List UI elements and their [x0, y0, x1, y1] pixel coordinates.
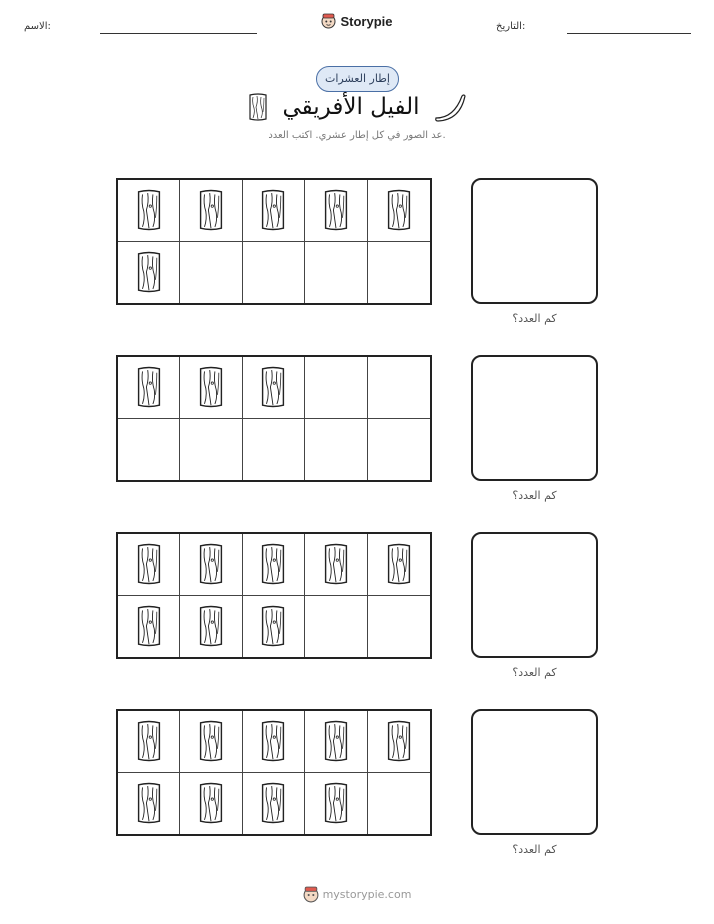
log-icon: [198, 543, 224, 585]
log-icon: [136, 543, 162, 585]
count-question: كم العدد؟: [512, 312, 557, 325]
ten-frame-cell: [180, 711, 242, 773]
log-icon: [136, 782, 162, 824]
ten-frame-cell: [180, 596, 242, 658]
log-icon: [323, 720, 349, 762]
log-icon: [136, 189, 162, 231]
ten-frame: [116, 709, 432, 836]
log-icon: [260, 366, 286, 408]
log-icon: [136, 251, 162, 293]
log-icon: [136, 720, 162, 762]
ten-frame-cell: [243, 596, 305, 658]
log-icon: [260, 543, 286, 585]
answer-box[interactable]: [471, 709, 598, 835]
ten-frame-cell: [118, 242, 180, 304]
ten-frame-cell: [243, 773, 305, 835]
answer-box[interactable]: [471, 355, 598, 481]
log-icon: [386, 189, 412, 231]
footer: [0, 886, 714, 906]
log-icon: [136, 366, 162, 408]
ten-frame: [116, 355, 432, 482]
ten-frame-cell: [243, 534, 305, 596]
log-icon: [198, 720, 224, 762]
ten-frame-cell: [118, 711, 180, 773]
count-question: كم العدد؟: [512, 666, 557, 679]
ten-frame-cell: [180, 534, 242, 596]
ten-frame-cell: [305, 711, 367, 773]
log-icon: [260, 782, 286, 824]
ten-frame-cell: [243, 180, 305, 242]
ten-frame-cell: [243, 711, 305, 773]
ten-frame-cell: [118, 596, 180, 658]
footer-url: mystorypie.com: [322, 888, 412, 901]
log-icon: [198, 782, 224, 824]
storypie-mascot-icon: [321, 13, 336, 29]
ten-frame-cell: [305, 242, 367, 304]
log-icon: [198, 366, 224, 408]
name-label: الاسم:: [24, 21, 51, 32]
ten-frame-cell: [305, 180, 367, 242]
ten-frame-cell: [118, 357, 180, 419]
instructions: عد الصور في كل إطار عشري. اكتب العدد.: [268, 130, 446, 141]
ten-frame-cell: [368, 773, 430, 835]
ten-frame-cell: [180, 357, 242, 419]
log-icon: [198, 605, 224, 647]
ten-frame-cell: [305, 534, 367, 596]
tusk-icon: [434, 92, 466, 122]
answer-box[interactable]: [471, 178, 598, 304]
title-row: [0, 92, 714, 127]
brand-name: Storypie: [340, 13, 393, 29]
log-icon: [260, 189, 286, 231]
ten-frame-cell: [180, 419, 242, 481]
ten-frame-cell: [368, 180, 430, 242]
ten-frame: [116, 532, 432, 659]
name-line[interactable]: [100, 33, 257, 34]
ten-frame-cell: [368, 419, 430, 481]
log-icon: [260, 605, 286, 647]
ten-frame-cell: [305, 419, 367, 481]
ten-frame-cell: [305, 357, 367, 419]
ten-frame-cell: [180, 180, 242, 242]
log-icon: [386, 543, 412, 585]
ten-frame-cell: [243, 419, 305, 481]
ten-frame-cell: [180, 242, 242, 304]
ten-frame-cell: [368, 711, 430, 773]
log-icon: [323, 189, 349, 231]
ten-frame-cell: [180, 773, 242, 835]
date-label: التاريخ:: [496, 21, 526, 32]
ten-frame-cell: [368, 357, 430, 419]
answer-box[interactable]: [471, 532, 598, 658]
ten-frame-cell: [305, 773, 367, 835]
date-line[interactable]: [567, 33, 691, 34]
log-icon: [198, 189, 224, 231]
ten-frame-cell: [118, 419, 180, 481]
brand-logo: [0, 13, 714, 33]
ten-frame-cell: [118, 534, 180, 596]
ten-frame-cell: [118, 180, 180, 242]
log-icon: [323, 782, 349, 824]
log-icon: [248, 93, 268, 121]
ten-frame-cell: [305, 596, 367, 658]
ten-frame: [116, 178, 432, 305]
count-question: كم العدد؟: [512, 489, 557, 502]
ten-frame-cell: [368, 242, 430, 304]
ten-frame-cell: [368, 596, 430, 658]
ten-frame-cell: [368, 534, 430, 596]
ten-frame-cell: [243, 357, 305, 419]
ten-frame-cell: [118, 773, 180, 835]
worksheet-type-badge: إطار العشرات: [316, 66, 399, 92]
log-icon: [136, 605, 162, 647]
log-icon: [260, 720, 286, 762]
log-icon: [323, 543, 349, 585]
log-icon: [386, 720, 412, 762]
count-question: كم العدد؟: [512, 843, 557, 856]
ten-frame-cell: [243, 242, 305, 304]
storypie-mascot-icon: [303, 886, 319, 903]
page-title: الفيل الأفريقي: [282, 94, 420, 120]
